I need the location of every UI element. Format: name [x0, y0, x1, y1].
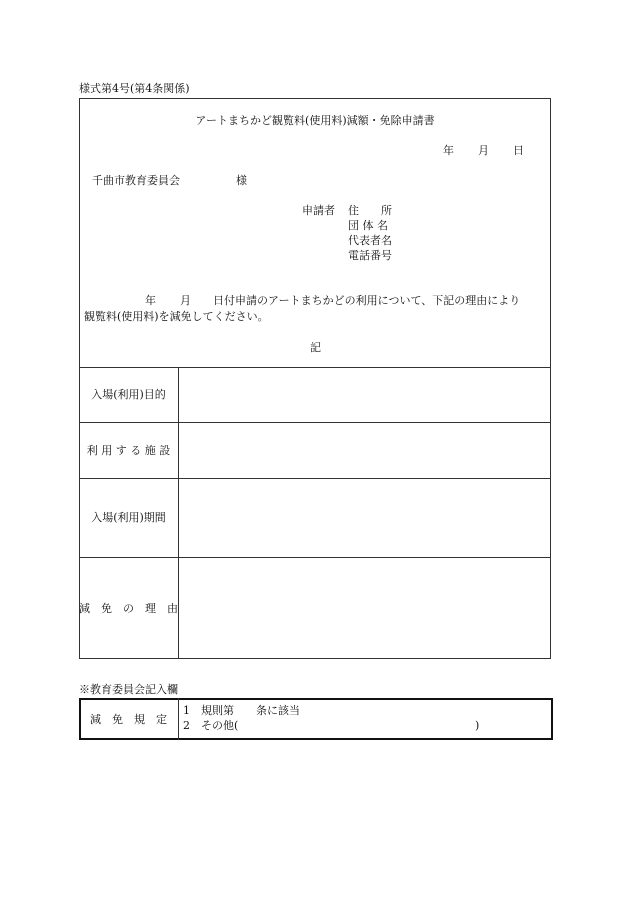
row-divider — [79, 422, 551, 423]
row-label-facility: 利 用 す る 施 設 — [86, 444, 171, 457]
applicant-group-label: 団 体 名 — [348, 219, 388, 232]
exemption-option-2: 2 その他( — [183, 719, 239, 732]
applicant-representative-label: 代表者名 — [348, 234, 392, 247]
body-year-label: 年 — [145, 294, 156, 307]
row-divider — [79, 557, 551, 558]
date-day-label: 日 — [513, 144, 524, 157]
date-month-label: 月 — [478, 144, 489, 157]
addressee-honorific: 様 — [236, 174, 247, 187]
column-divider — [178, 367, 179, 659]
row-divider — [79, 478, 551, 479]
applicant-heading: 申請者 — [302, 204, 335, 217]
form-number-label: 様式第4号(第4条関係) — [79, 82, 190, 95]
applicant-phone-label: 電話番号 — [348, 249, 392, 262]
ki-label: 記 — [310, 341, 321, 354]
applicant-address-label: 住 所 — [348, 204, 392, 217]
row-label-purpose: 入場(利用)目的 — [91, 388, 166, 401]
row-label-period: 入場(利用)期間 — [91, 511, 166, 524]
form-title: アートまちかど観覧料(使用料)減額・免除申請書 — [195, 114, 435, 127]
body-month-label: 月 — [180, 294, 191, 307]
addressee-name: 千曲市教育委員会 — [92, 174, 180, 187]
row-label-reason: 減 免 の 理 由 — [79, 602, 178, 615]
date-year-label: 年 — [443, 144, 454, 157]
note-heading: ※教育委員会記入欄 — [79, 683, 178, 696]
exemption-option-1: 1 規則第 条に該当 — [183, 704, 300, 717]
exemption-option-2-close: ) — [475, 719, 480, 732]
office-use-divider — [178, 698, 179, 740]
body-text-line2: 観覧料(使用料)を減免してください。 — [84, 310, 269, 323]
exemption-rule-label: 減 免 規 定 — [90, 713, 167, 726]
body-text-line1: 日付申請のアートまちかどの利用について、下記の理由により — [213, 294, 521, 307]
row-divider — [79, 367, 551, 368]
